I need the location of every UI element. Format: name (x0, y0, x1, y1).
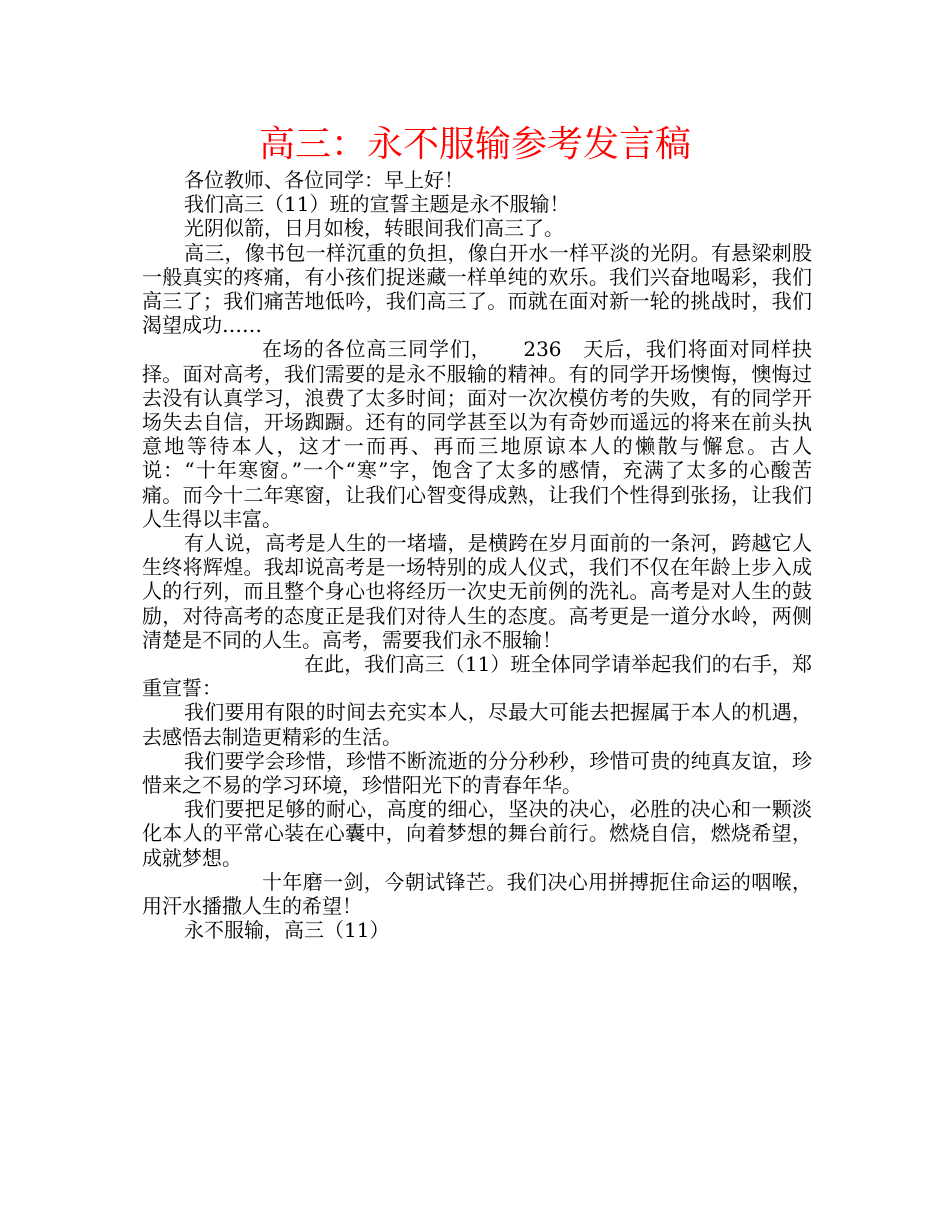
paragraph-oath-time: 我们要用有限的时间去充实本人，尽最大可能去把握属于本人的机遇，去感悟去制造更精彩的生活。 (142, 700, 812, 749)
paragraph-theme: 我们高三（11）班的宣誓主题是永不服输！ (184, 192, 570, 217)
paragraph-oath-cherish: 我们要学会珍惜，珍惜不断流逝的分分秒秒，珍惜可贵的纯真友谊，珍惜来之不易的学习环境，珍惜阳光下的青春年华。 (142, 748, 812, 798)
paragraph-time: 光阴似箭，日月如梭，转眼间我们高三了。 (184, 216, 564, 241)
paragraph-senior-year: 高三，像书包一样沉重的负担，像白开水一样平淡的光阴。有悬梁刺股一般真实的疼痛，有小孩们捉迷藏一样单纯的欢乐。我们兴奋地喝彩，我们高三了；我们痛苦地低吟，我们高三了。而就在面对新一轮的挑战时，我们渴望成功…… (142, 240, 812, 338)
paragraph-greeting: 各位教师、各位同学：早上好！ (184, 168, 464, 192)
paragraph-oath-dream: 我们要把足够的耐心，高度的细心，坚决的决心，必胜的决心和一颗淡化本人的平常心装在心囊中，向着梦想的舞台前行。燃烧自信，燃烧希望，成就梦想。 (142, 797, 812, 870)
paragraph-exam-meaning: 有人说，高考是人生的一堵墙，是横跨在岁月面前的一条河，跨越它人生终将辉煌。我却说高考是一场特别的成人仪式，我们不仅在年龄上步入成人的行列，而且整个身心也将经历一次史无前例的洗礼。高考是对人生的鼓励，对待高考的态度正是我们对待人生的态度。高考更是一道分水岭，两侧清楚是不同的人生。高考，需要我们永不服输！ (142, 531, 812, 652)
paragraph-oath-intro: 在此，我们高三（11）班全体同学请举起我们的右手，郑重宣誓： (142, 652, 812, 701)
paragraph-classmates: 在场的各位高三同学们， 236 天后，我们将面对同样抉择。面对高考，我们需要的是永不服输的精神。有的同学开场懊悔，懊悔过去没有认真学习，浪费了太多时间；面对一次次模仿考的失败，有的同学开场失去自信，开场踟蹰。还有的同学甚至以为有奇妙而遥远的将来在前头执意地等待本人，这才一而再、再而三地原谅本人的懒散与懈怠。古人说：“十年寒窗。”一个“寒”字，饱含了太多的感情，充满了太多的心酸苦痛。而今十二年寒窗，让我们心智变得成熟，让我们个性得到张扬，让我们人生得以丰富。 (142, 337, 812, 531)
document-body (142, 168, 812, 943)
paragraph-resolve: 十年磨一剑，今朝试锋芒。我们决心用拼搏扼住命运的咽喉，用汗水播撒人生的希望！ (142, 869, 812, 919)
paragraph-closing: 永不服输，高三（11） (184, 918, 390, 943)
document-title: 高三：永不服输参考发言稿 (258, 124, 691, 165)
